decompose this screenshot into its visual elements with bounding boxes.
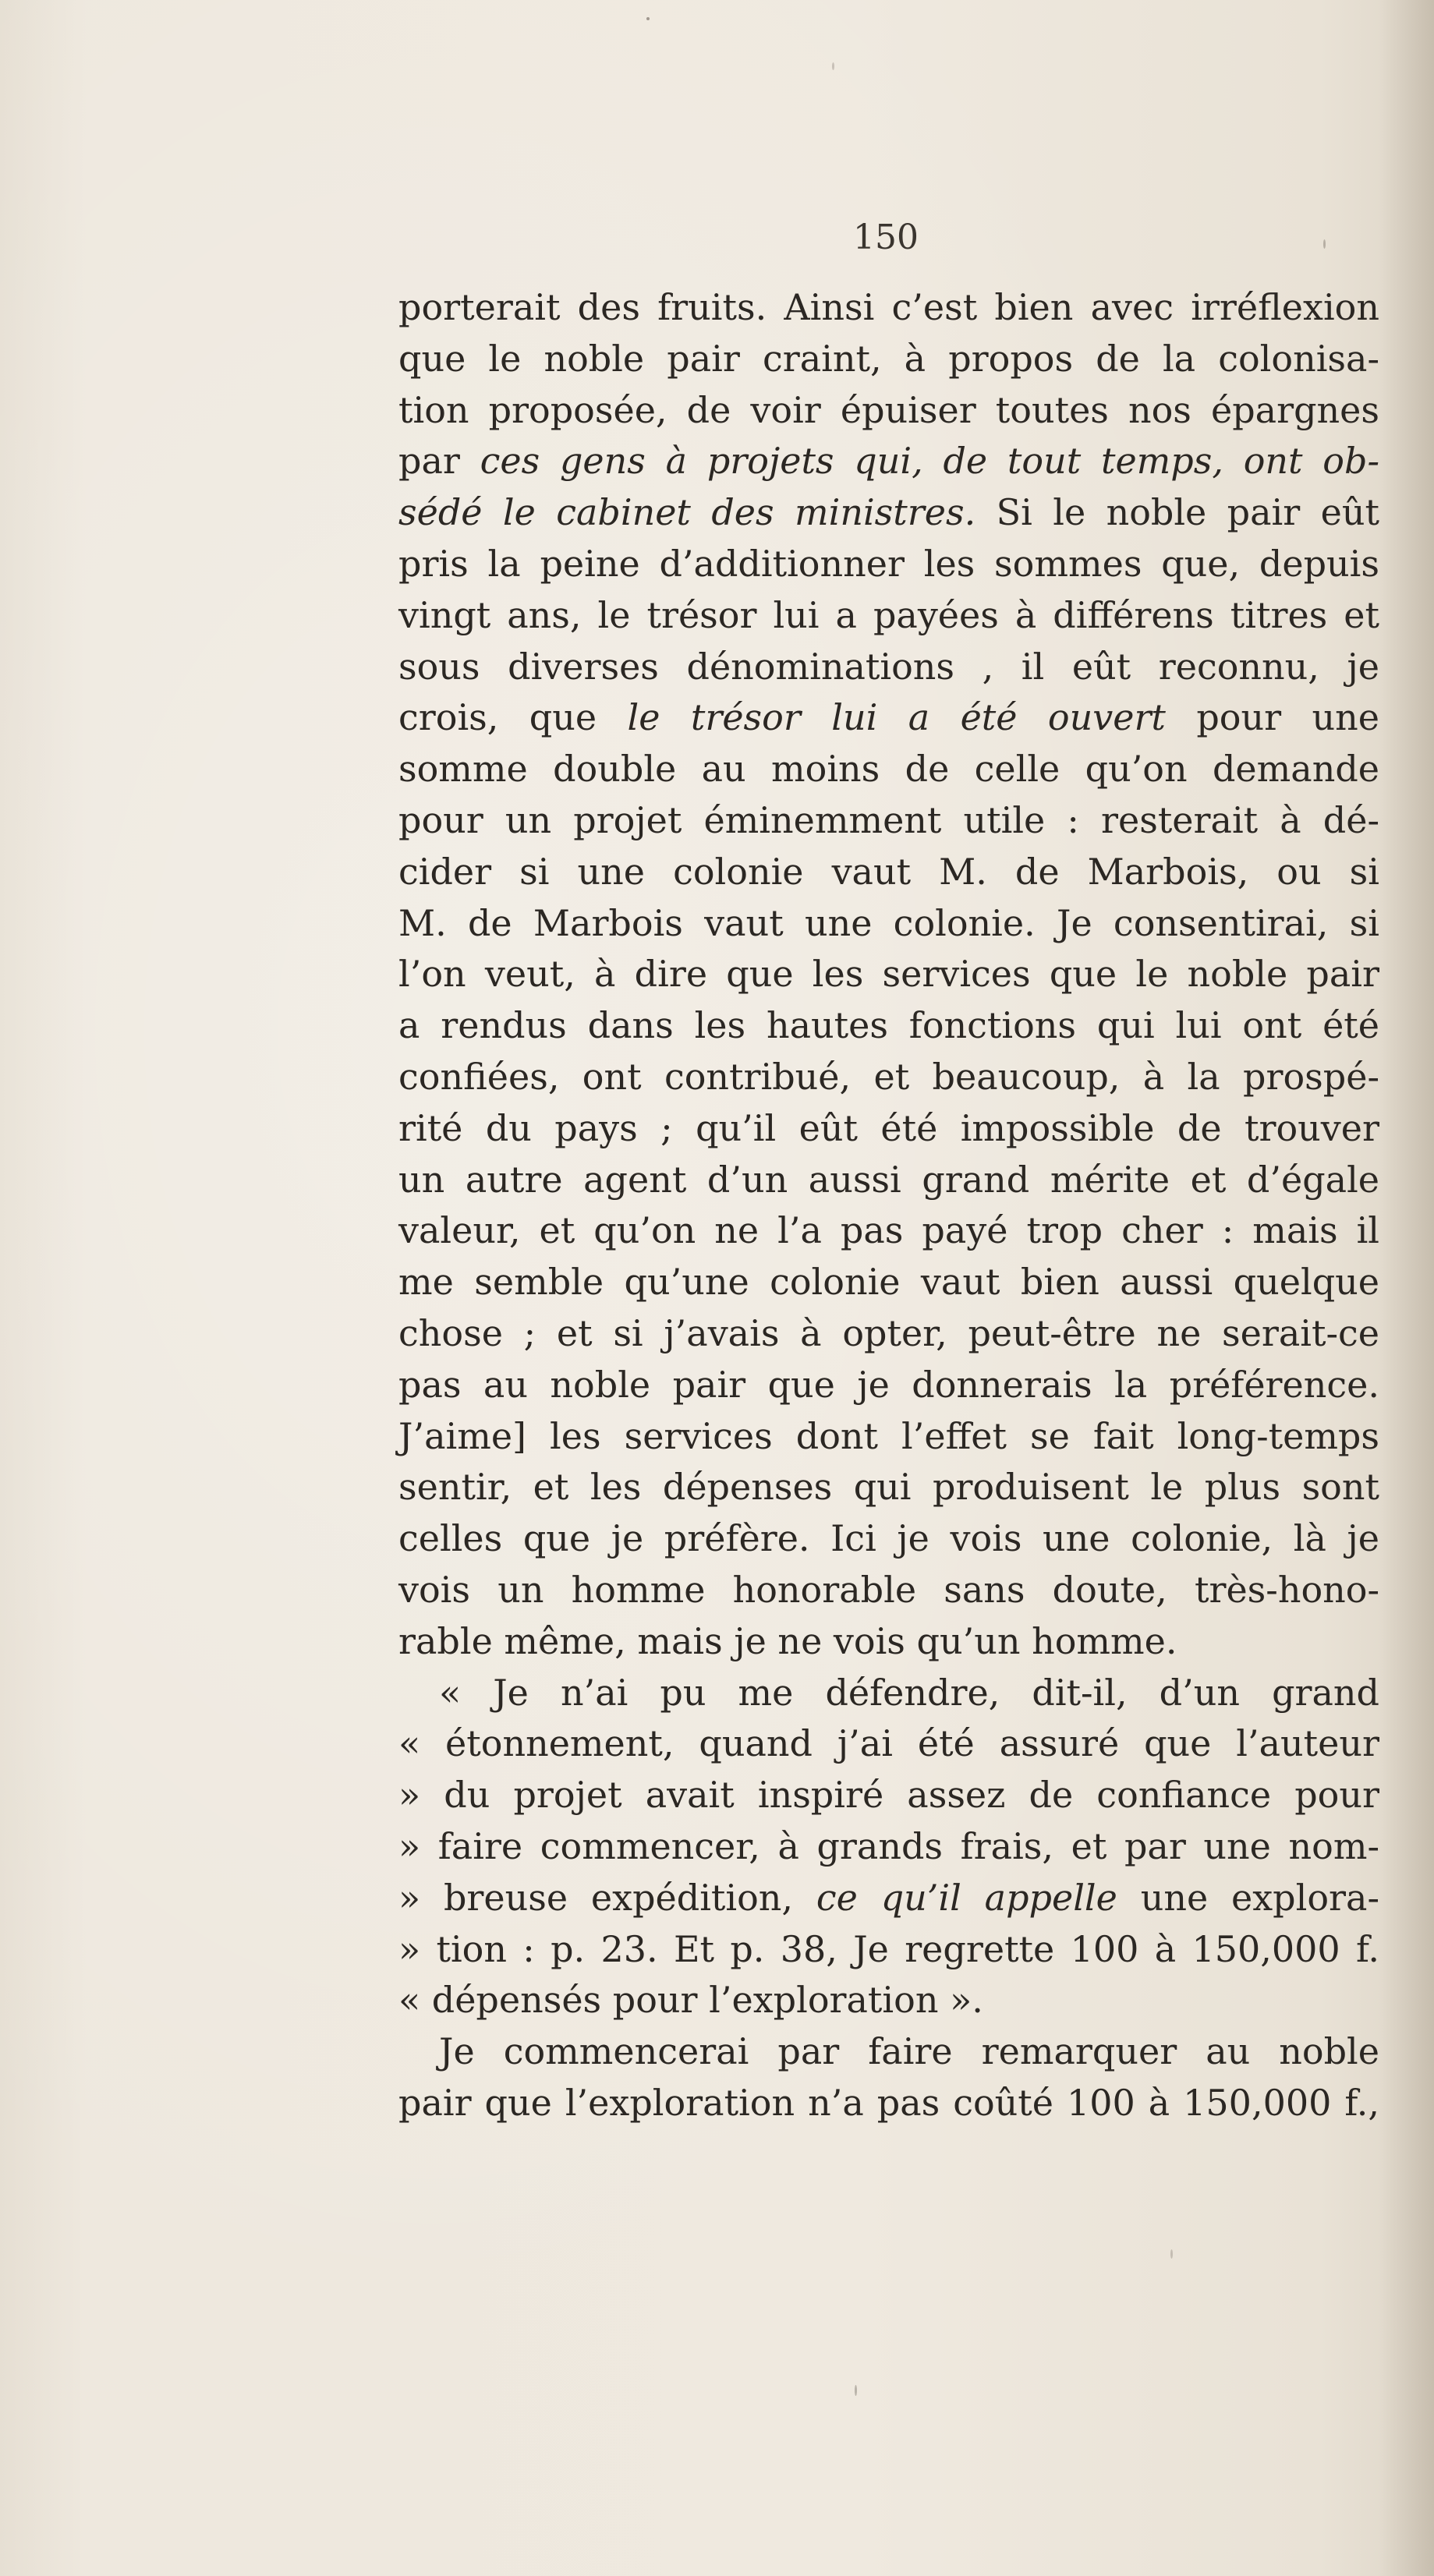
text-segment: une explora- bbox=[1117, 1876, 1379, 1919]
text-segment: porterait des fruits. Ainsi c’est bien avec irréflexion bbox=[398, 286, 1379, 328]
text-segment: tion proposée, de voir épuiser toutes nos épargnes bbox=[398, 388, 1379, 431]
text-line bbox=[398, 1103, 1379, 1155]
text-line bbox=[398, 1821, 1379, 1873]
text-segment: M. de Marbois vaut une colonie. Je consentirai, si bbox=[398, 901, 1379, 944]
text-segment: que le noble pair craint, à propos de la colonisa- bbox=[398, 337, 1379, 380]
text-segment: rable même, mais je ne vois qu’un homme. bbox=[398, 1619, 1177, 1662]
text-line bbox=[398, 949, 1379, 1000]
text-segment: » faire commencer, à grands frais, et par une nom- bbox=[398, 1824, 1379, 1867]
text-line bbox=[398, 1770, 1379, 1821]
paper-speck bbox=[1323, 239, 1326, 249]
text-line bbox=[398, 2026, 1379, 2078]
paper-speck bbox=[855, 2385, 857, 2396]
text-line bbox=[398, 1565, 1379, 1616]
text-segment: » tion : p. 23. Et p. 38, Je regrette 100 à 150,000 f. bbox=[398, 1927, 1379, 1970]
text-line bbox=[398, 1975, 1379, 2026]
text-segment: confiées, ont contribué, et beaucoup, à la prospé- bbox=[398, 1055, 1379, 1098]
text-segment: pour un projet éminemment utile : resterait à dé- bbox=[398, 798, 1379, 841]
text-line bbox=[398, 539, 1379, 590]
paper-speck bbox=[832, 62, 834, 70]
text-segment: valeur, et qu’on ne l’a pas payé trop cher : mais il bbox=[398, 1209, 1379, 1252]
text-line bbox=[398, 1462, 1379, 1513]
text-line bbox=[398, 436, 1379, 487]
text-line bbox=[398, 1668, 1379, 1719]
text-line bbox=[398, 1205, 1379, 1257]
text-line bbox=[398, 1616, 1379, 1668]
text-segment: Si le noble pair eût bbox=[975, 491, 1379, 534]
text-line bbox=[398, 1924, 1379, 1976]
text-segment: celles que je préfère. Ici je vois une colonie, là je bbox=[398, 1517, 1379, 1560]
text-line bbox=[398, 1257, 1379, 1308]
text-line bbox=[398, 1000, 1379, 1052]
text-segment: » breuse expédition, bbox=[398, 1876, 816, 1919]
text-line bbox=[398, 1308, 1379, 1360]
text-segment: l’on veut, à dire que les services que le noble pair bbox=[398, 953, 1379, 996]
text-segment: « dépensés pour l’exploration ». bbox=[398, 1979, 983, 2022]
page-edge-shadow bbox=[1379, 0, 1434, 2576]
text-segment: me semble qu’une colonie vaut bien aussi quelque bbox=[398, 1261, 1379, 1304]
text-segment: un autre agent d’un aussi grand mérite et d’égale bbox=[398, 1158, 1379, 1201]
text-line bbox=[398, 2078, 1379, 2129]
text-segment: pair que l’exploration n’a pas coûté 100 à 150,000 f., bbox=[398, 2081, 1379, 2124]
text-line bbox=[398, 898, 1379, 950]
text-line bbox=[398, 642, 1379, 693]
text-line bbox=[398, 590, 1379, 642]
text-segment: crois, que bbox=[398, 696, 628, 739]
text-line bbox=[398, 385, 1379, 437]
text-line bbox=[398, 487, 1379, 539]
italic-text: le trésor lui a été ouvert bbox=[627, 696, 1166, 739]
text-segment: pris la peine d’additionner les sommes que, depuis bbox=[398, 542, 1379, 585]
text-line bbox=[398, 1052, 1379, 1103]
text-segment: pas au noble pair que je donnerais la préférence. bbox=[398, 1363, 1379, 1406]
paper-speck bbox=[1170, 2249, 1173, 2259]
text-line bbox=[398, 1155, 1379, 1206]
text-segment: rité du pays ; qu’il eût été impossible de trouver bbox=[398, 1106, 1379, 1149]
text-line bbox=[398, 692, 1379, 744]
text-segment: vois un homme honorable sans doute, très-hono- bbox=[398, 1568, 1379, 1611]
italic-text: ce qu’il appelle bbox=[816, 1876, 1117, 1919]
italic-text: sédé le cabinet des ministres. bbox=[398, 491, 976, 534]
text-segment: Je commencerai par faire remarquer au noble bbox=[439, 2030, 1379, 2073]
text-segment: sous diverses dénominations , il eût reconnu, je bbox=[398, 645, 1379, 688]
text-line bbox=[398, 1411, 1379, 1463]
paper-speck bbox=[646, 17, 650, 20]
text-segment: » du projet avait inspiré assez de confiance pour bbox=[398, 1774, 1379, 1817]
text-segment: « Je n’ai pu me défendre, dit-il, d’un grand bbox=[439, 1671, 1379, 1714]
text-segment: a rendus dans les hautes fonctions qui lui ont été bbox=[398, 1004, 1379, 1047]
text-segment: chose ; et si j’avais à opter, peut-être ne serait-ce bbox=[398, 1311, 1379, 1354]
text-line bbox=[398, 1360, 1379, 1411]
text-segment: J’aime] les services dont l’effet se fait long-temps bbox=[398, 1414, 1379, 1457]
text-segment: sentir, et les dépenses qui produisent le plus sont bbox=[398, 1466, 1379, 1509]
page-number: 150 bbox=[853, 218, 919, 257]
text-line bbox=[398, 334, 1379, 385]
text-line bbox=[398, 1873, 1379, 1924]
text-segment: vingt ans, le trésor lui a payées à différens titres et bbox=[398, 593, 1379, 636]
text-line bbox=[398, 1718, 1379, 1770]
italic-text: ces gens à projets qui, de tout temps, ont ob- bbox=[480, 440, 1379, 483]
text-line bbox=[398, 795, 1379, 847]
text-line bbox=[398, 282, 1379, 334]
text-segment: somme double au moins de celle qu’on demande bbox=[398, 748, 1379, 791]
text-line bbox=[398, 744, 1379, 795]
text-line bbox=[398, 847, 1379, 898]
body-text bbox=[398, 282, 1379, 2129]
text-segment: par bbox=[398, 440, 480, 483]
text-line bbox=[398, 1513, 1379, 1565]
text-segment: « étonnement, quand j’ai été assuré que l’auteur bbox=[398, 1722, 1379, 1765]
text-segment: cider si une colonie vaut M. de Marbois, ou si bbox=[398, 850, 1379, 893]
text-segment: pour une bbox=[1165, 696, 1379, 739]
